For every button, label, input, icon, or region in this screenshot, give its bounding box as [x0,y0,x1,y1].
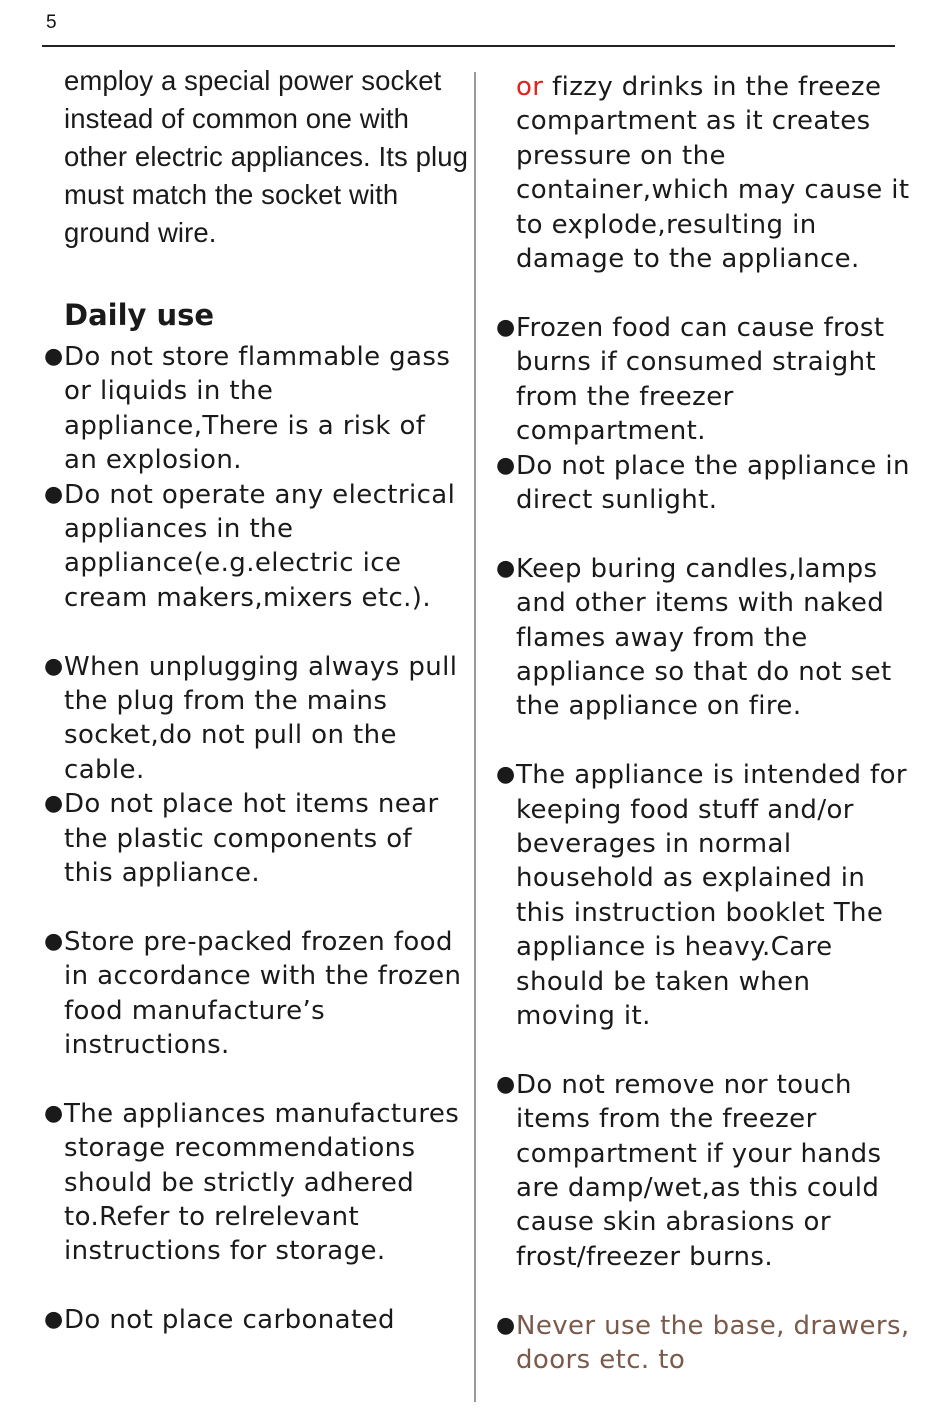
section-heading-daily-use: Daily use [64,298,215,332]
continuation-paragraph: or fizzy drinks in the freeze compartment as it creates pressure on the container,which may cause it to explode,resulting in damage to the appliance. [516,72,910,275]
bullet-icon: ● [496,555,516,581]
header-rule [42,45,895,47]
page-number: 5 [46,12,57,33]
bullet-icon: ● [44,791,64,817]
column-divider [474,72,476,1402]
bullet-icon: ● [496,452,516,478]
bullet-icon: ● [496,315,516,340]
list-item: ● The appliance is intended for keeping food stuff and/or beverages in normal household as explained in this instruction booklet The appliance is heavy.Care should be taken when moving it. [496,760,907,1032]
daily-use-list [44,340,464,1338]
list-item: ● Never use the base, drawers, doors etc. to [496,1310,910,1375]
list-item: ● The appliances manufactures storage recommendations should be strictly adhered to.Refer to relrelevant instructions for storage. [44,1098,460,1267]
list-item: ● Do not place carbonated [44,1303,464,1337]
bullet-icon: ● [496,1312,516,1338]
list-item: ● Do not operate any electrical appliances in the appliance(e.g.electric ice cream makers,mixers etc.). [44,479,456,613]
bullet-icon: ● [496,1071,516,1097]
continuation-highlight: or [516,72,544,102]
list-item: ● Do not store flammable gass or liquids in the appliance,There is a risk of an explosion. [44,342,451,476]
bullet-icon: ● [44,481,64,507]
list-item: ● Keep buring candles,lamps and other items with naked flames away from the appliance so that do not set the appliance on fire. [496,553,892,722]
list-item: ● Do not place hot items near the plastic components of this appliance. [44,789,439,888]
safety-list [496,311,916,1377]
bullet-icon: ● [44,344,64,369]
bullet-icon: ● [44,653,64,679]
list-item: ● Do not remove nor touch items from the freezer compartment if your hands are damp/wet,as this could cause skin abrasions or frost/freezer burns. [496,1069,882,1272]
list-item: ● When unplugging always pull the plug from the mains socket,do not pull on the cable. [44,651,458,785]
bullet-icon: ● [44,1307,64,1333]
intro-paragraph: employ a special power socket instead of common one with other electric appliances. Its plug must match the socket with ground wire. [64,65,468,248]
bullet-icon: ● [44,928,64,954]
bullet-icon: ● [44,1100,64,1126]
list-item: ● Store pre-packed frozen food in accordance with the frozen food manufacture’s instructions. [44,926,462,1060]
bullet-icon: ● [496,762,516,788]
list-item: ● Frozen food can cause frost burns if consumed straight from the freezer compartment. [496,313,885,447]
list-item: ● Do not place the appliance in direct sunlight. [496,450,910,515]
